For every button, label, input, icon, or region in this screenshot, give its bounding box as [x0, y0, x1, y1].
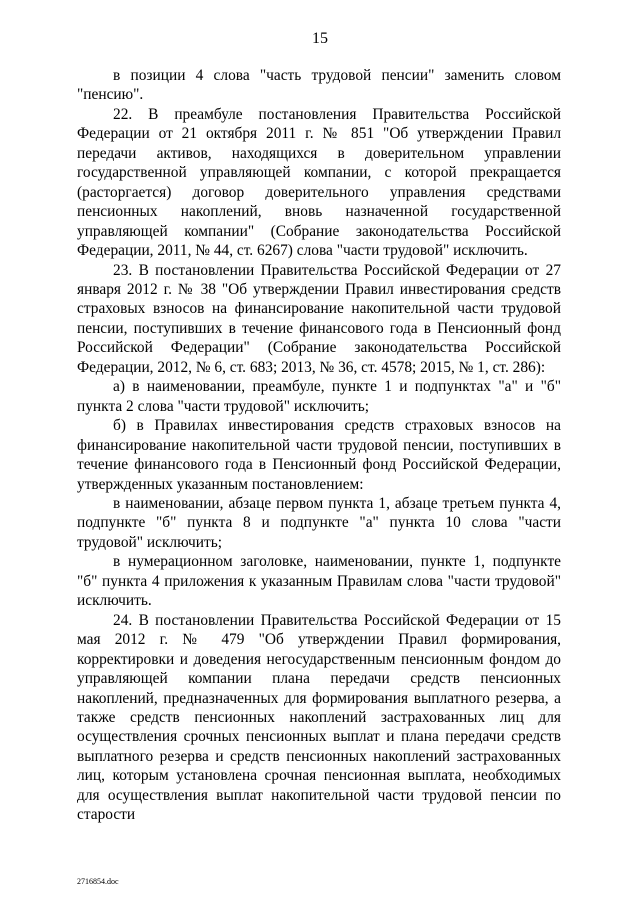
document-body — [77, 66, 561, 825]
footer-document-code: 2716854.doc — [77, 877, 119, 886]
paragraph-item-23-b-1: в наименовании, абзаце первом пункта 1, абзаце третьем пункта 4, подпункте "б" пункта 8 и подпункте "а" пункта 10 слова "части трудовой" исключить; — [77, 494, 561, 551]
paragraph-item-22: 22. В преамбуле постановления Правительства Российской Федерации от 21 октября 2011 г. № 851 "Об утверждении Правил передачи активов, находящихся в доверительном управлении государственной управляющей компании, с которой прекращается (расторгается) договор доверительного управления средствами пенсионных накоплений, вновь назначенной государственной управляющей компании" (Собрание законодательства Российской Федерации, 2011, № 44, ст. 6267) слова "части трудовой" исключить. — [77, 105, 561, 260]
paragraph-item-23-a: а) в наименовании, преамбуле, пункте 1 и подпунктах "а" и "б" пункта 2 слова "части трудовой" исключить; — [77, 378, 561, 415]
paragraph-item-23: 23. В постановлении Правительства Российской Федерации от 27 января 2012 г. № 38 "Об утверждении Правил инвестирования средств страховых взносов на финансирование накопительной части трудовой пенсии, поступивших в течение финансового года в Пенсионный фонд Российской Федерации" (Собрание законодательства Российской Федерации, 2012, № 6, ст. 683; 2013, № 36, ст. 4578; 2015, № 1, ст. 286): — [77, 261, 561, 376]
paragraph-item-23-b-2: в нумерационном заголовке, наименовании, пункте 1, подпункте "б" пункта 4 приложения к указанным Правилам слова "части трудовой" исключить. — [77, 553, 561, 610]
paragraph-item-21-continuation: в позиции 4 слова "часть трудовой пенсии" заменить словом "пенсию". — [77, 67, 561, 104]
paragraph-item-23-b: б) в Правилах инвестирования средств страховых взносов на финансирование накопительной части трудовой пенсии, поступивших в течение финансового года в Пенсионный фонд Российской Федерации, утвержденных указанным постановлением: — [77, 417, 561, 493]
paragraph-item-24: 24. В постановлении Правительства Российской Федерации от 15 мая 2012 г. № 479 "Об утверждении Правил формирования, корректировки и доведения негосударственным пенсионным фондом до управляющей компании плана передачи средств пенсионных накоплений, предназначенных для формирования выплатного резерва, а также средств пенсионных накоплений застрахованных лиц для осуществления срочных пенсионных выплат и плана передачи средств выплатного резерва и средств пенсионных накоплений застрахованных лиц, которым установлена срочная пенсионная выплата, необходимых для осуществления выплат накопительной части трудовой пенсии по старости — [77, 611, 561, 824]
page-number: 15 — [312, 30, 328, 47]
